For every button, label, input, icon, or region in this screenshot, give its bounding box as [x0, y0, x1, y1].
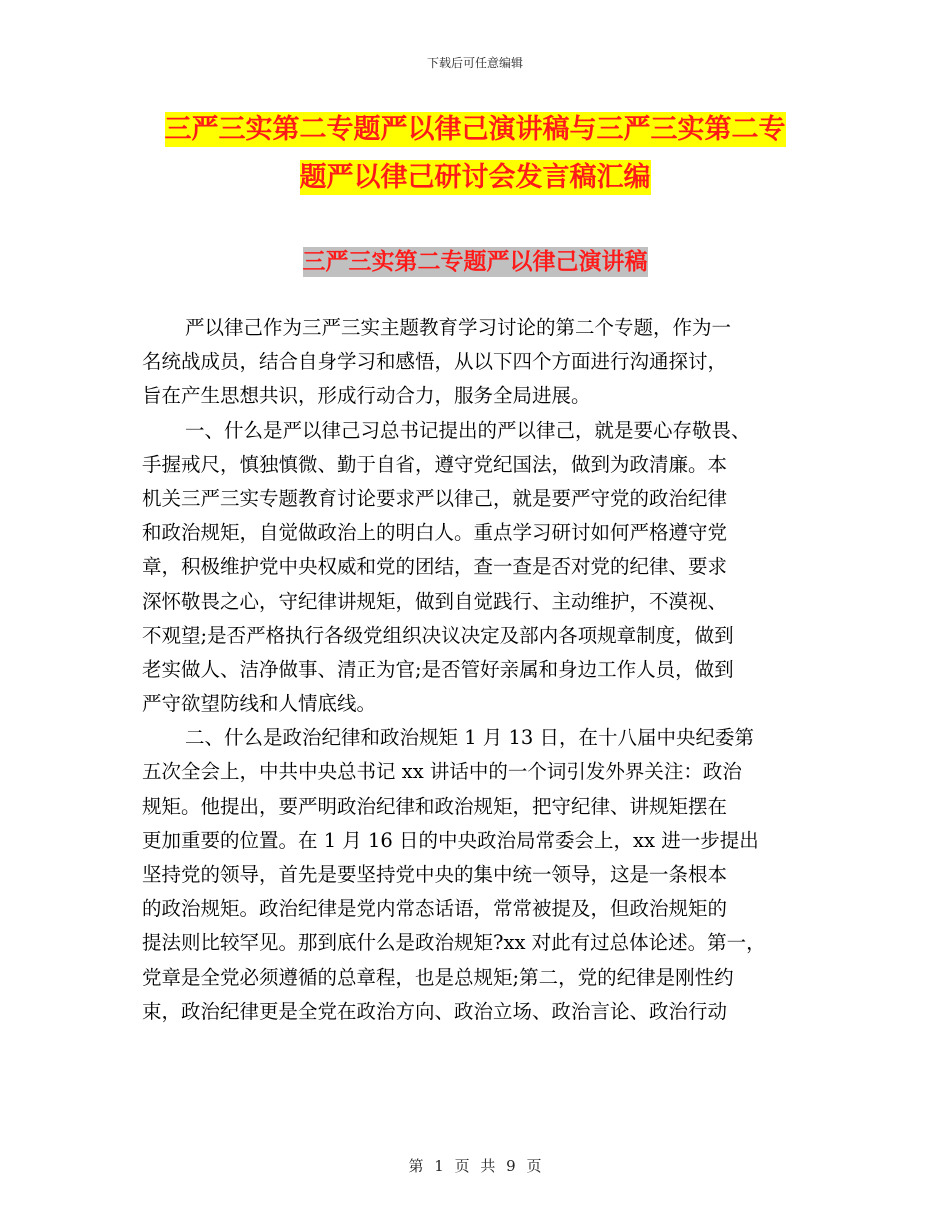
paragraph-line: 旨在产生思想共识，形成行动合力，服务全局进展。: [142, 384, 591, 408]
document-title: [150, 106, 800, 202]
section-heading: 三严三实第二专题严以律己演讲稿: [302, 249, 648, 275]
paragraph-line: 严以律己作为三严三实主题教育学习讨论的第二个专题，作为一: [185, 316, 732, 339]
paragraph-line: 提法则比较罕见。那到底什么是政治规矩?xx 对此有过总体论述。第一，: [142, 931, 766, 955]
paragraph-line: 一、什么是严以律己习总书记提出的严以律己，就是要心存敬畏、: [185, 418, 751, 442]
paragraph-line: 束，政治纪律更是全党在政治方向、政治立场、政治言论、政治行动: [142, 999, 728, 1023]
paragraph-line: 名统战成员，结合自身学习和感悟，从以下四个方面进行沟通探讨，: [142, 350, 728, 374]
paragraph-line: 更加重要的位置。在 1 月 16 日的中央政治局常委会上，xx 进一步提出: [142, 828, 759, 852]
page-number: 第 1 页 共 9 页: [408, 1157, 542, 1175]
paragraph-line: 章，积极维护党中央权威和党的团结，查一查是否对党的纪律、要求: [142, 555, 728, 579]
paragraph-line: 二、什么是政治纪律和政治规矩 1 月 13 日，在十八届中央纪委第: [185, 726, 755, 750]
paragraph-line: 手握戒尺，慎独慎微、勤于自省，遵守党纪国法，做到为政清廉。本: [142, 452, 728, 476]
paragraph-line: 不观望;是否严格执行各级党组织决议决定及部内各项规章制度，做到: [142, 623, 734, 647]
paragraph-line: 和政治规矩，自觉做政治上的明白人。重点学习研讨如何严格遵守党: [142, 521, 728, 545]
paragraph-line: 机关三严三实专题教育讨论要求严以律己，就是要严守党的政治纪律: [142, 486, 728, 510]
paragraph-line: 党章是全党必须遵循的总章程，也是总规矩;第二，党的纪律是刚性约: [142, 965, 734, 989]
document-title-line-1: 三严三实第二专题严以律己演讲稿与三严三实第二专: [164, 114, 786, 145]
paragraph-line: 严守欲望防线和人情底线。: [142, 692, 377, 716]
paragraph-line: 的政治规矩。政治纪律是党内常态话语，常常被提及，但政治规矩的: [142, 897, 728, 921]
body-text: [142, 311, 814, 1029]
page-header-note: 下载后可任意编辑: [426, 56, 523, 70]
paragraph-line: 坚持党的领导，首先是要坚持党中央的集中统一领导，这是一条根本: [142, 863, 728, 886]
paragraph-line: 规矩。他提出，要严明政治纪律和政治规矩，把守纪律、讲规矩摆在: [142, 794, 728, 818]
paragraph-line: 老实做人、洁净做事、清正为官;是否管好亲属和身边工作人员，做到: [142, 657, 734, 681]
document-title-line-2: 题严以律己研讨会发言稿汇编: [299, 162, 651, 193]
paragraph-line: 深怀敬畏之心，守纪律讲规矩，做到自觉践行、主动维护，不漠视、: [142, 589, 728, 613]
paragraph-line: 五次全会上，中共中央总书记 xx 讲话中的一个词引发外界关注：政治: [142, 760, 742, 784]
